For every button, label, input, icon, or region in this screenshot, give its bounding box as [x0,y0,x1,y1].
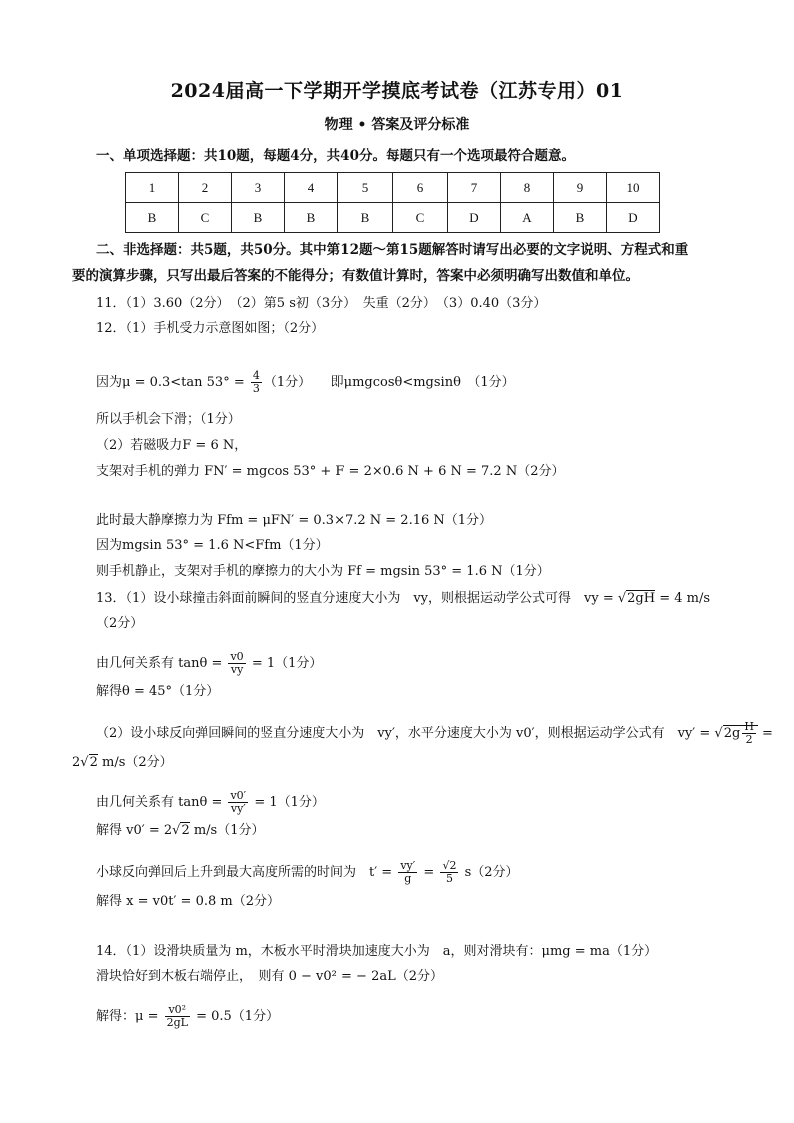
section2-heading-line1: 二、非选择题：共5题，共50分。其中第12题～第15题解答时请写出必要的文字说明、方程式和重 [96,242,689,258]
q12-line2-tail: （1分） 即μmgcosθ<mgsinθ （1分） [263,375,515,391]
q13-line8-text: 解得 v0′ = 2 [96,823,173,838]
q13-line3 [96,651,322,676]
q11-answer: 11．（1）3.60（2分） （2）第5 s初（3分） 失重（2分） （3）0.40（3分） [96,296,547,311]
question-number: 10 [607,173,660,203]
equals-sign: = [419,865,439,881]
fraction-denominator: 2 [745,733,753,747]
answer-table-answer-row [126,203,660,233]
q13-line9 [96,860,519,885]
fraction-denominator: g [404,872,412,886]
fraction [251,370,262,395]
q14-line3 [96,1004,279,1029]
radicand-prefix: 2g [723,726,741,742]
answer-cell: D [607,203,660,233]
q13-line7 [96,790,325,815]
q13-line1 [96,592,710,605]
answer-table-question-row [126,173,660,203]
q13-line2: （2分） [96,616,144,631]
q13-line9-text: 小球反向弹回后上升到最大高度所需的时间为 t′ = [96,865,397,881]
answer-cell: C [393,203,448,233]
fraction-numerator: vy′ [400,859,416,872]
q13-line5-text: （2）设小球反向弹回瞬间的竖直分速度大小为 vy′，水平分速度大小为 v0′，则根据运动学公式有 vy′ = [96,726,715,742]
q13-line5 [96,721,773,746]
answer-cell: A [501,203,554,233]
q12-line2-text: 因为μ = 0.3<tan 53° = [96,375,249,391]
fraction [398,860,417,885]
sqrt-radicand [723,720,758,747]
q12-line6: 此时最大静摩擦力为 Ffm = μFN′ = 0.3×7.2 N = 2.16 N（1分） [96,513,493,528]
q13-line3-tail: = 1（1分） [247,656,323,672]
question-number: 1 [126,173,179,203]
sqrt-radicand: 2 [89,755,98,770]
answer-cell: B [338,203,393,233]
fraction-denominator: vy [230,663,244,677]
q14-line2: 滑块恰好到木板右端停止， 则有 0 − v0² = − 2aL（2分） [96,969,443,984]
q13-line1-tail: = 4 m/s [655,591,711,606]
answer-cell: B [126,203,179,233]
fraction-numerator: H [744,720,754,733]
fraction-denominator: 5 [445,872,453,886]
fraction-numerator: v0² [165,1004,190,1017]
question-number: 9 [554,173,607,203]
q13-line10: 解得 x = v0t′ = 0.8 m（2分） [96,894,280,909]
question-number: 3 [232,173,285,203]
fraction [228,651,245,676]
fraction [440,860,458,885]
sqrt-radicand: 2gH [627,591,656,606]
fraction [165,1004,190,1029]
q14-line3-text: 解得：μ = [96,1009,163,1025]
q13-line7-text: 由几何关系有 tanθ = [96,795,227,811]
q13-line7-tail: = 1（1分） [250,795,325,811]
q14-line3-tail: = 0.5（1分） [191,1009,280,1025]
page-title: 2024届高一下学期开学摸底考试卷（江苏专用）01 [170,80,624,102]
section2-heading-line2: 要的演算步骤，只写出最后答案的不能得分；有数值计算时，答案中必须明确写出数值和单位。 [72,268,639,284]
question-number: 7 [448,173,501,203]
fraction [742,721,756,746]
q13-line5-tail: = [757,726,773,742]
q12-line2 [96,370,515,395]
sqrt-sign: √ [80,755,89,770]
sqrt-sign: √ [617,591,627,606]
q13-line8 [96,824,265,837]
fraction-numerator: v0 [230,650,244,663]
q13-line3-text: 由几何关系有 tanθ = [96,656,227,672]
fraction-numerator: 4 [252,369,260,382]
q13-line6 [72,756,173,769]
q12-line7: 因为mgsin 53° = 1.6 N<Ffm（1分） [96,538,329,553]
section1-heading: 一、单项选择题：共10题，每题4分，共40分。每题只有一个选项最符合题意。 [96,148,575,164]
q12-line3: 所以手机会下滑；（1分） [96,412,241,427]
fraction-denominator: vy′ [230,802,246,816]
answer-cell: B [554,203,607,233]
answer-cell: B [232,203,285,233]
q14-line1: 14．（1）设滑块质量为 m，木板水平时滑块加速度大小为 a，则对滑块有：μmg = ma（1分） [96,944,658,959]
answer-table [125,172,660,233]
fraction-numerator: v0′ [230,789,247,802]
q13-line9-tail: s（2分） [460,865,519,881]
sqrt-sign: √ [714,726,723,742]
fraction-denominator: 2gL [166,1016,188,1030]
sqrt-sign: √ [172,823,181,838]
page-subtitle: 物理 • 答案及评分标准 [324,117,470,133]
q12-line1: 12．（1）手机受力示意图如图；（2分） [96,321,325,336]
q13-line6-tail: m/s（2分） [97,755,173,770]
q12-line8: 则手机静止，支架对手机的摩擦力的大小为 Ff = mgsin 53° = 1.6 N（1分） [96,564,550,579]
question-number: 4 [285,173,338,203]
q12-line4: （2）若磁吸力F = 6 N， [96,438,248,453]
answer-cell: D [448,203,501,233]
fraction-denominator: 3 [252,382,260,396]
question-number: 8 [501,173,554,203]
q13-line1-text: 13．（1）设小球撞击斜面前瞬间的竖直分速度大小为 vy，则根据运动学公式可得 vy = [96,591,618,606]
fraction-numerator: √2 [442,859,457,872]
answer-cell: B [285,203,338,233]
question-number: 2 [179,173,232,203]
q13-line4: 解得θ = 45°（1分） [96,684,220,699]
sqrt-radicand: 2 [181,823,190,838]
answer-cell: C [179,203,232,233]
fraction [228,790,248,815]
question-number: 6 [393,173,448,203]
q13-line8-tail: m/s（1分） [189,823,265,838]
q12-line5: 支架对手机的弹力 FN′ = mgcos 53° + F = 2×0.6 N + 6 N = 7.2 N（2分） [96,464,565,479]
coefficient: 2 [72,755,81,770]
question-number: 5 [338,173,393,203]
